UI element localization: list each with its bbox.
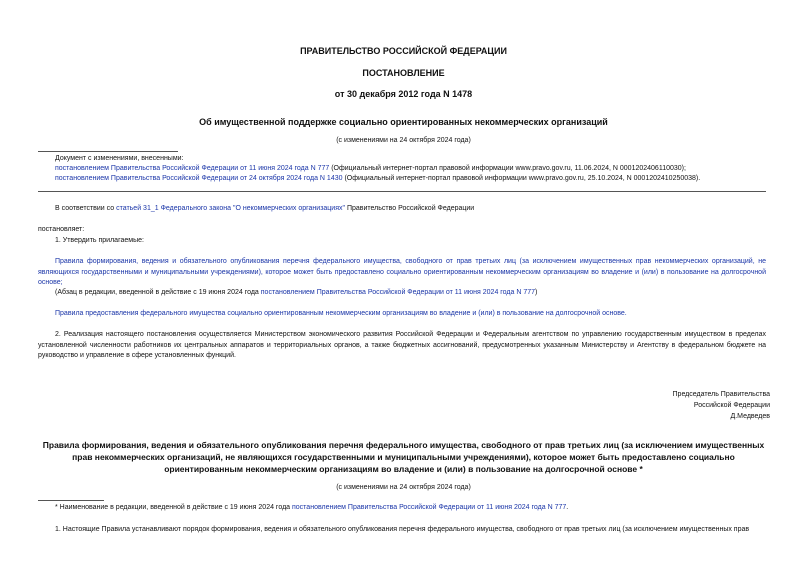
rules2-link[interactable]: Правила предоставления федерального имущества социально ориентированным некоммерческим организациям во владение и (или) в пользование на долгосрочной основе. [55,310,627,317]
rules-link-paragraph [38,257,766,289]
changes-block [55,154,767,184]
document-type: ПОСТАНОВЛЕНИЕ [362,68,445,78]
footnote: * Наименование в редакции, введенной в действие с 19 июня 2024 года постановлением Правительства Российской Федерации от 11 июня 2024 года N 777. [55,504,569,511]
change-link[interactable]: постановлением Правительства Российской Федерации от 11 июня 2024 года N 777 [55,165,330,172]
revision-note: (с изменениями на 24 октября 2024 года) [336,137,471,144]
signature-block [673,389,770,422]
signature-country: Российской Федерации [693,402,770,409]
amendment-note: (Абзац в редакции, введенной в действие с 19 июня 2024 года постановлением Правительства Российской Федерации от 11 июня 2024 года N 777) [55,289,538,296]
signature-name: Д.Медведев [730,413,770,420]
change-item [55,164,767,174]
decrees-text: постановляет: [38,226,85,233]
change-item [55,174,767,184]
item-1: 1. Утвердить прилагаемые: [55,237,144,244]
rules-revision: (с изменениями на 24 октября 2024 года) [336,484,471,491]
change-source: (Официальный интернет-портал правовой информации www.pravo.gov.ru, 11.06.2024, N 0001202406110030); [329,165,686,172]
change-source: (Официальный интернет-портал правовой информации www.pravo.gov.ru, 25.10.2024, N 0001202410250038). [342,175,701,182]
changes-intro: Документ с изменениями, внесенными: [55,155,184,162]
footnote-link[interactable]: постановлением Правительства Российской Федерации от 11 июня 2024 года N 777 [292,504,567,511]
divider [38,191,766,192]
rules-item-1: 1. Настоящие Правила устанавливают порядок формирования, ведения и обязательного опубликования перечня федерального имущества, свободного от прав третьих лиц (за исключением имущественных прав [55,526,750,533]
document-date-number: от 30 декабря 2012 года N 1478 [334,89,473,99]
rules-link[interactable]: Правила формирования, ведения и обязательного опубликования перечня федерального имущества, свободного от прав третьих лиц (за исключением имущественных прав некоммерческих организаций, не являющихся государственными и муниципальными учреждениями), которое может быть предоставлено социально ориентированным некоммерческим организациям во владение и (или) в пользование на долгосрочной основе; [38,258,766,286]
rules2-paragraph [55,309,627,319]
basis-paragraph: В соответствии со статьей 31_1 Федерального закона "О некоммерческих организациях" Правительство Российской Федерации [55,205,475,212]
divider [38,151,178,152]
footnote-divider [38,500,104,501]
signature-position: Председатель Правительства [672,391,770,398]
government-heading: ПРАВИТЕЛЬСТВО РОССИЙСКОЙ ФЕДЕРАЦИИ [300,46,507,56]
rules-title: Правила формирования, ведения и обязательного опубликования перечня федерального имущества, свободного от прав третьих лиц (за исключением имущественных прав некоммерческих организаций, не являющихся государственными и муниципальными учреждениями), которое может быть предоставлено социально ориентированным некоммерческим организациям во владение и (или) в пользование на долгосрочной основе * [42,440,765,474]
item-2: 2. Реализация настоящего постановления осуществляется Министерством экономического развития Российской Федерации и Федеральным агентством по управлению государственным имуществом в пределах установленной численности работников их центральных аппаратов и территориальных органов, а также бюджетных ассигнований, предусмотренных указанным Министерству и Агентству в федеральном бюджете на руководство и управление в сфере установленных функций. [38,331,766,359]
change-link[interactable]: постановлением Правительства Российской Федерации от 24 октября 2024 года N 1430 [55,175,343,182]
law-link[interactable]: статьей 31_1 Федерального закона "О некоммерческих организациях" [116,205,345,212]
document-title: Об имущественной поддержке социально ориентированных некоммерческих организаций [199,117,608,127]
amendment-link[interactable]: постановлением Правительства Российской Федерации от 11 июня 2024 года N 777 [260,289,536,296]
